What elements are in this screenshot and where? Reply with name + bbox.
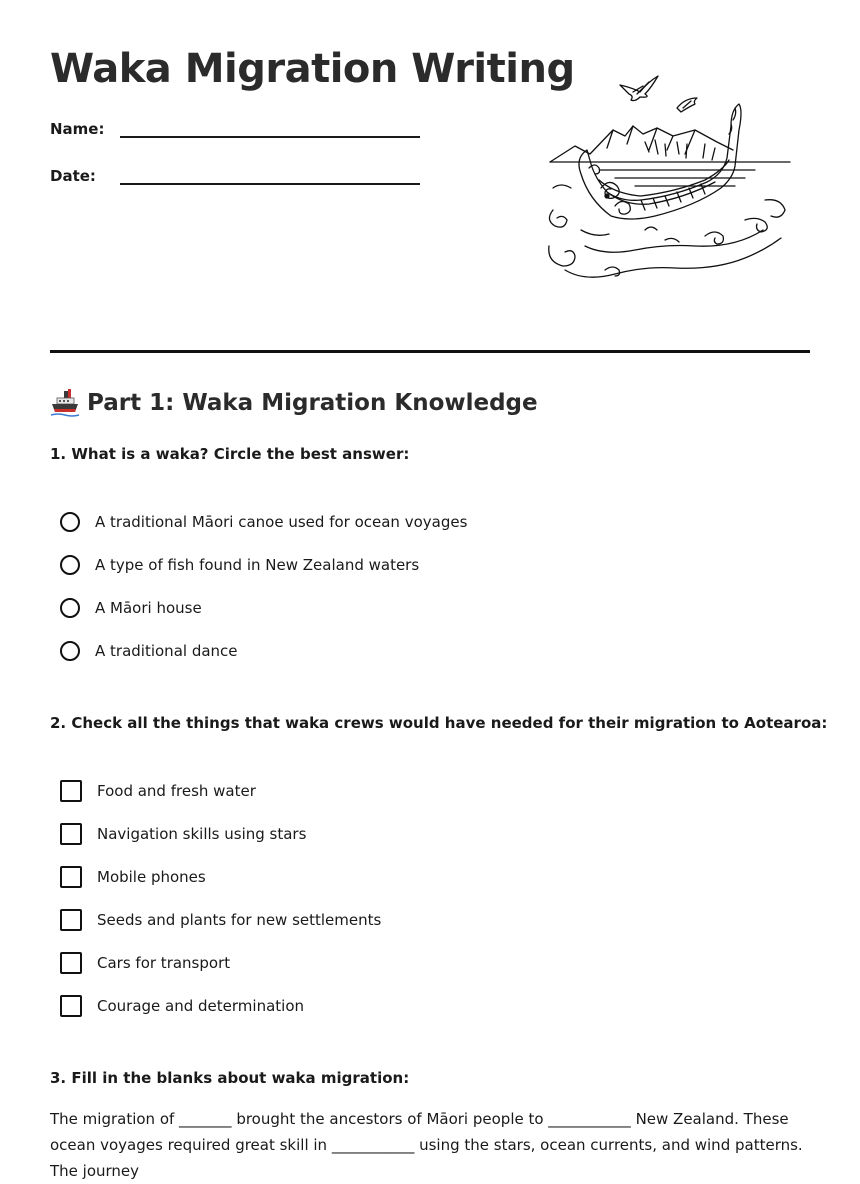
name-input-line[interactable] — [120, 120, 420, 138]
question-3: 3. Fill in the blanks about waka migration: — [50, 1069, 410, 1087]
fill-in-blanks-paragraph: The migration of _______ brought the ancestors of Māori people to ___________ New Zealand. These ocean voyages required great skill in ___________ using the stars, ocean currents, and wind patterns. The journey — [50, 1110, 803, 1180]
radio-circle[interactable] — [60, 641, 80, 661]
waka-canoe-illustration — [545, 70, 795, 285]
q2-option[interactable] — [60, 995, 304, 1017]
checkbox[interactable] — [60, 780, 82, 802]
checkbox[interactable] — [60, 866, 82, 888]
section-heading — [50, 388, 538, 418]
q2-option-label: Courage and determination — [97, 997, 304, 1015]
q1-option-label: A type of fish found in New Zealand waters — [95, 556, 420, 574]
section-divider — [50, 350, 810, 353]
question-1: 1. What is a waka? Circle the best answer: — [50, 445, 410, 463]
q2-option-label: Mobile phones — [97, 868, 206, 886]
q1-option-label: A traditional Māori canoe used for ocean voyages — [95, 513, 468, 531]
q2-option[interactable] — [60, 823, 306, 845]
name-label: Name: — [50, 120, 105, 138]
radio-circle[interactable] — [60, 512, 80, 532]
date-field-row — [50, 167, 420, 185]
q2-option-label: Food and fresh water — [97, 782, 256, 800]
q1-option[interactable] — [60, 641, 238, 661]
date-label: Date: — [50, 167, 96, 185]
q1-option-label: A Māori house — [95, 599, 202, 617]
checkbox[interactable] — [60, 995, 82, 1017]
q2-option-label: Cars for transport — [97, 954, 231, 972]
radio-circle[interactable] — [60, 598, 80, 618]
q1-option[interactable] — [60, 555, 419, 575]
q2-option[interactable] — [60, 952, 230, 974]
date-input-line[interactable] — [120, 167, 420, 185]
name-field-row — [50, 120, 420, 138]
question-2: 2. Check all the things that waka crews would have needed for their migration to Aotearoa: — [50, 714, 828, 732]
q1-option[interactable] — [60, 512, 467, 532]
checkbox[interactable] — [60, 909, 82, 931]
q1-option-label: A traditional dance — [95, 642, 238, 660]
q2-option-label: Navigation skills using stars — [97, 825, 307, 843]
q2-option[interactable] — [60, 909, 381, 931]
radio-circle[interactable] — [60, 555, 80, 575]
checkbox[interactable] — [60, 952, 82, 974]
checkbox[interactable] — [60, 823, 82, 845]
q2-option[interactable] — [60, 866, 206, 888]
q1-option[interactable] — [60, 598, 202, 618]
q2-option[interactable] — [60, 780, 256, 802]
ship-icon — [50, 388, 80, 418]
page-title: Waka Migration Writing — [50, 46, 575, 92]
q2-option-label: Seeds and plants for new settlements — [97, 911, 382, 929]
section-title: Part 1: Waka Migration Knowledge — [87, 390, 538, 416]
